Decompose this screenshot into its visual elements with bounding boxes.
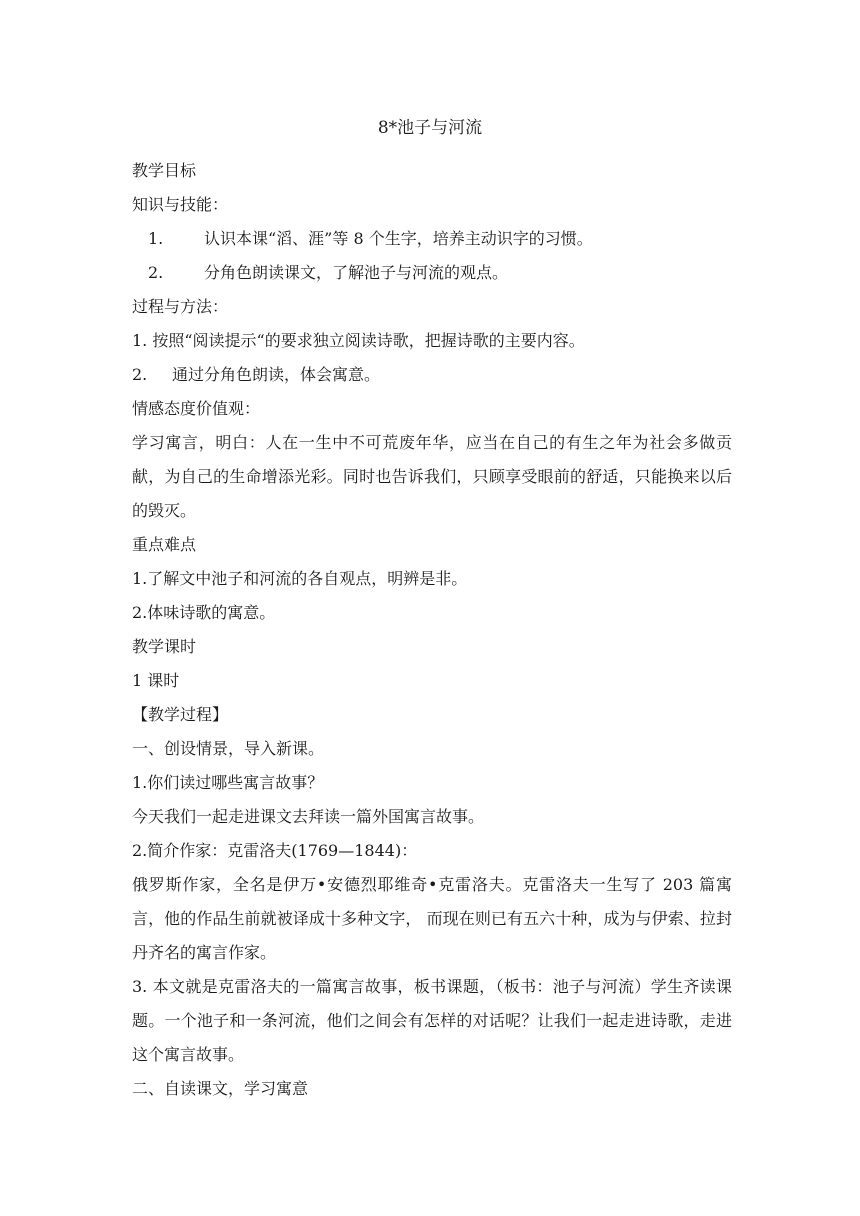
- hours-text: 1 课时: [132, 671, 180, 690]
- knowledge-heading: 知识与技能：: [132, 195, 229, 214]
- key-heading: 重点难点: [132, 535, 197, 554]
- list-text: 按照“阅读提示“的要求独立阅读诗歌，把握诗歌的主要内容。: [152, 331, 585, 350]
- step3-paragraph: 3. 本文就是克雷洛夫的一篇寓言故事，板书课题，（板书：池子与河流）学生齐读课题。一个池子和一条河流，他们之间会有怎样的对话呢？让我们一起走进诗歌，走进这个寓言故事。: [132, 977, 732, 1064]
- list-text: 分角色朗读课文，了解池子与河流的观点。: [204, 263, 509, 282]
- list-text: 认识本课“滔、涯”等 8 个生字，培养主动识字的习惯。: [204, 229, 593, 248]
- process-item: [132, 324, 732, 358]
- emotion-paragraph: 学习寓言，明白：人在一生中不可荒废年华，应当在自己的有生之年为社会多做贡献，为自己的生命增添光彩。同时也告诉我们，只顾享受眼前的舒适，只能换来以后的毁灭。: [132, 433, 732, 520]
- step2-heading: 2.简介作家：克雷洛夫(1769—1844)：: [132, 841, 418, 860]
- list-number: 2.: [148, 263, 164, 282]
- knowledge-item: [132, 256, 732, 290]
- process-title: 【教学过程】: [132, 705, 229, 724]
- process-item: [132, 358, 732, 392]
- hours-heading: 教学课时: [132, 637, 197, 656]
- knowledge-item: [132, 222, 732, 256]
- step1-heading: 一、创设情景，导入新课。: [132, 739, 325, 758]
- list-number: 2.: [132, 365, 148, 384]
- goals-heading: 教学目标: [132, 161, 197, 180]
- key-item: 1.了解文中池子和河流的各自观点，明辨是非。: [132, 569, 468, 588]
- key-item: 2.体味诗歌的寓意。: [132, 603, 276, 622]
- part2-heading: 二、自读课文，学习寓意: [132, 1079, 309, 1098]
- process-heading: 过程与方法：: [132, 297, 229, 316]
- document-title: 8*池子与河流: [377, 118, 483, 138]
- step1-intro: 今天我们一起走进课文去拜读一篇外国寓言故事。: [132, 807, 485, 826]
- list-text: 通过分角色朗读，体会寓意。: [172, 365, 381, 384]
- list-number: 1.: [132, 331, 148, 350]
- emotion-heading: 情感态度价值观：: [132, 399, 261, 418]
- author-paragraph: 俄罗斯作家，全名是伊万•安德烈耶维奇•克雷洛夫。克雷洛夫一生写了 203 篇寓言，他的作品生前就被译成十多种文字， 而现在则已有五六十种，成为与伊索、拉封丹齐名的寓言作家。: [132, 875, 732, 962]
- document-body: [132, 154, 732, 1106]
- step1-question: 1.你们读过哪些寓言故事？: [132, 773, 324, 792]
- list-number: 1.: [148, 229, 164, 248]
